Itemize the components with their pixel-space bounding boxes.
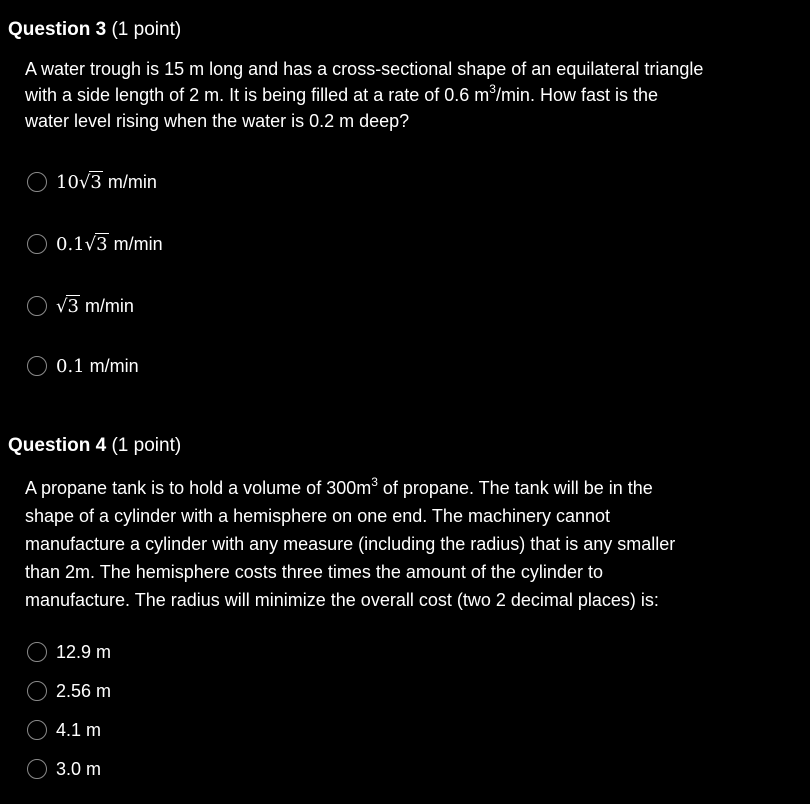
radical-icon: √ [84, 233, 97, 255]
superscript: 3 [371, 475, 378, 489]
question-text-line: than 2m. The hemisphere costs three times the amount of the cylinder to [25, 562, 603, 582]
question-title: Question 3 [8, 19, 107, 40]
unit: m/min [84, 295, 134, 316]
text-segment: with a side length of 2 m. It is being filled at a rate of 0.6 m [25, 85, 490, 105]
radicand: 3 [96, 233, 108, 255]
radicand: 3 [90, 171, 102, 193]
text-segment: /min. How fast is the [495, 85, 658, 105]
math-coefficient: 10 [56, 171, 79, 193]
question-title: Question 4 [8, 435, 107, 456]
text-segment: A propane tank is to hold a volume of 300m [25, 478, 372, 498]
answer-label [56, 294, 134, 319]
question-points: (1 point) [111, 435, 182, 456]
radio-button[interactable] [27, 681, 47, 701]
superscript: 3 [489, 82, 496, 96]
answer-label: 4.1 m [56, 720, 102, 740]
question-text-line: manufacture. The radius will minimize the overall cost (two 2 decimal places) is: [25, 590, 659, 610]
answer-option[interactable] [27, 170, 157, 194]
radio-button[interactable] [27, 759, 47, 779]
radio-button[interactable] [27, 356, 47, 376]
question-text-line: shape of a cylinder with a hemisphere on one end. The machinery cannot [25, 506, 611, 526]
answer-label: 2.56 m [56, 681, 112, 701]
question-header [8, 434, 181, 458]
square-root [79, 170, 103, 195]
square-root [85, 232, 109, 257]
question-points: (1 point) [111, 19, 182, 40]
question-text [25, 56, 785, 134]
math-value: 0.1 [56, 355, 85, 377]
radicand: 3 [67, 295, 79, 317]
answer-option[interactable] [27, 294, 134, 318]
unit: m/min [107, 171, 157, 192]
radical-icon: √ [56, 295, 68, 317]
answer-label [56, 354, 139, 379]
unit: m/min [113, 233, 163, 254]
answer-label: 3.0 m [56, 759, 102, 779]
question-text [25, 474, 785, 614]
text-segment: of propane. The tank will be in the [377, 478, 653, 498]
question-header [8, 18, 181, 42]
radio-button[interactable] [27, 172, 47, 192]
square-root [56, 294, 80, 319]
question-text-line: water level rising when the water is 0.2 m deep? [25, 111, 410, 131]
question-text-line: manufacture a cylinder with any measure (including the radius) that is any smaller [25, 534, 676, 554]
radio-button[interactable] [27, 234, 47, 254]
math-coefficient: 0.1 [56, 233, 85, 255]
question-text-line [25, 82, 785, 108]
radio-button[interactable] [27, 296, 47, 316]
answer-label [56, 232, 163, 257]
question-text-line [25, 474, 785, 502]
answer-option[interactable] [27, 679, 111, 703]
question-text-line: A water trough is 15 m long and has a cross-sectional shape of an equilateral triangle [25, 59, 704, 79]
answer-option[interactable] [27, 718, 101, 742]
answer-label [56, 170, 157, 195]
answer-option[interactable] [27, 757, 101, 781]
answer-option[interactable] [27, 232, 163, 256]
answer-label: 12.9 m [56, 642, 112, 662]
radio-button[interactable] [27, 720, 47, 740]
answer-option[interactable] [27, 640, 111, 664]
answer-option[interactable] [27, 354, 139, 378]
radio-button[interactable] [27, 642, 47, 662]
unit: m/min [89, 355, 139, 376]
radical-icon: √ [78, 171, 91, 193]
